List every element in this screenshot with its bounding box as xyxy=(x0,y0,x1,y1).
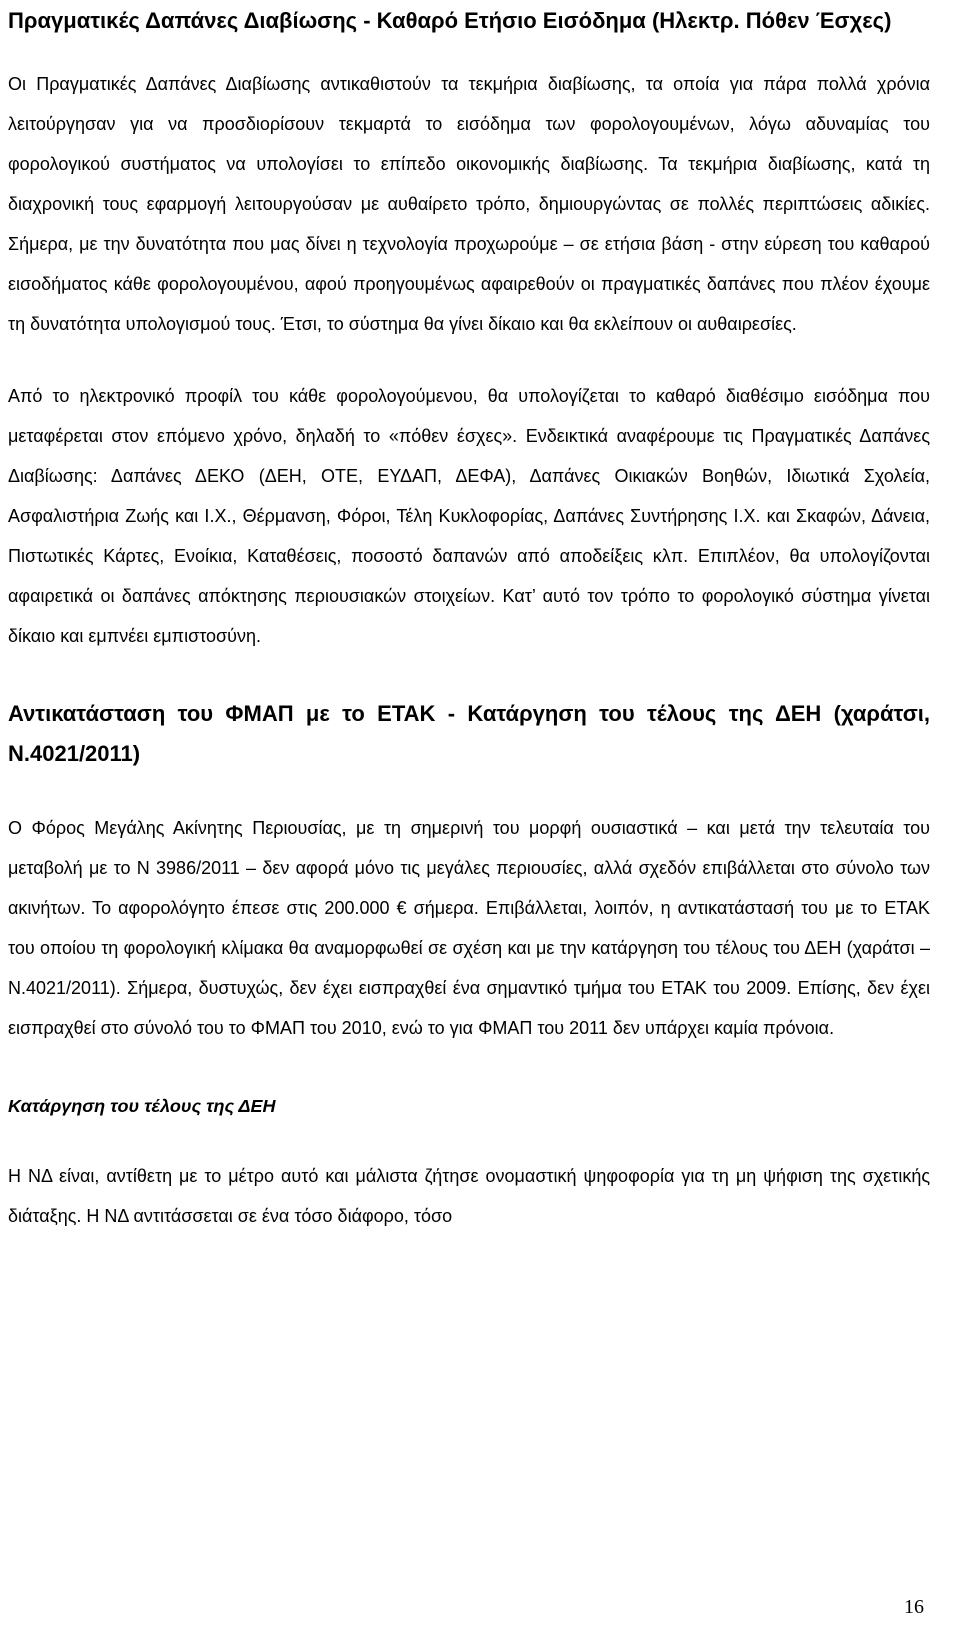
paragraph-property-tax: Ο Φόρος Μεγάλης Ακίνητης Περιουσίας, με τη σημερινή του μορφή ουσιαστικά – και μετά την τελευταία του μεταβολή με το Ν 3986/2011 – δεν αφορά μόνο τις μεγάλες περιουσίες, αλλά σχεδόν επιβάλλεται στο σύνολο των ακινήτων. Το αφορολόγητο έπεσε στις 200.000 € σήμερα. Επιβάλλεται, λοιπόν, η αντικατάστασή του με το ΕΤΑΚ του οποίου τη φορολογική κλίμακα θα αναμορφωθεί σε σχέση και με την κατάργηση του τέλους του ΔΕΗ (χαράτσι – Ν.4021/2011). Σήμερα, δυστυχώς, δεν έχει εισπραχθεί ένα σημαντικό τμήμα του ΕΤΑΚ του 2009. Επίσης, δεν έχει εισπραχθεί στο σύνολό του το ΦΜΑΠ του 2010, ενώ το για ΦΜΑΠ του 2011 δεν υπάρχει καμία πρόνοια. xyxy=(8,818,930,1038)
document-page xyxy=(8,0,930,1236)
paragraph-electronic-profile: Από το ηλεκτρονικό προφίλ του κάθε φορολογούμενου, θα υπολογίζεται το καθαρό διαθέσιμο εισόδημα που μεταφέρεται στον επόμενο χρόνο, δηλαδή το «πόθεν έσχες». Ενδεικτικά αναφέρουμε τις Πραγματικές Δαπάνες Διαβίωσης: Δαπάνες ΔΕΚΟ (ΔΕΗ, ΟΤΕ, ΕΥΔΑΠ, ΔΕΦΑ), Δαπάνες Οικιακών Βοηθών, Ιδιωτικά Σχολεία, Ασφαλιστήρια Ζωής και Ι.Χ., Θέρμανση, Φόροι, Τέλη Κυκλοφορίας, Δαπάνες Συντήρησης Ι.Χ. και Σκαφών, Δάνεια, Πιστωτικές Κάρτες, Ενοίκια, Καταθέσεις, ποσοστό δαπανών από αποδείξεις κλπ. Επιπλέον, θα υπολογίζονται αφαιρετικά οι δαπάνες απόκτησης περιουσιακών στοιχείων. Κατ’ αυτό τον τρόπο το φορολογικό σύστημα γίνεται δίκαιο και εμπνέει εμπιστοσύνη. xyxy=(8,386,930,646)
document-title: Πραγματικές Δαπάνες Διαβίωσης - Καθαρό Ετήσιο Εισόδημα (Ηλεκτρ. Πόθεν Έσχες) xyxy=(8,8,892,33)
subsection-heading: Κατάργηση του τέλους της ΔΕΗ xyxy=(8,1096,276,1116)
page-number: 16 xyxy=(904,1596,924,1618)
paragraph-nd-position: Η ΝΔ είναι, αντίθετη με το μέτρο αυτό και μάλιστα ζήτησε ονομαστική ψηφοφορία για τη μη ψήφιση της σχετικής διάταξης. Η ΝΔ αντιτάσσεται σε ένα τόσο διάφορο, τόσο xyxy=(8,1166,930,1226)
paragraph-living-expenses: Οι Πραγματικές Δαπάνες Διαβίωσης αντικαθιστούν τα τεκμήρια διαβίωσης, τα οποία για πάρα πολλά χρόνια λειτούργησαν για να προσδιορίσουν τεκμαρτά το εισόδημα των φορολογουμένων, λόγω αδυναμίας του φορολογικού συστήματος να υπολογίσει το επίπεδο οικονομικής διαβίωσης. Τα τεκμήρια διαβίωσης, κατά τη διαχρονική τους εφαρμογή λειτουργούσαν με αυθαίρετο τρόπο, δημιουργώντας σε πολλές περιπτώσεις αδικίες. Σήμερα, με την δυνατότητα που μας δίνει η τεχνολογία προχωρούμε – σε ετήσια βάση - στην εύρεση του καθαρού εισοδήματος κάθε φορολογουμένου, αφού προηγουμένως αφαιρεθούν οι πραγματικές δαπάνες που πλέον έχουμε τη δυνατότητα υπολογισμού τους. Έτσι, το σύστημα θα γίνει δίκαιο και θα εκλείπουν οι αυθαιρεσίες. xyxy=(8,74,930,334)
section-heading: Αντικατάσταση του ΦΜΑΠ με το ΕΤΑΚ - Κατάργηση του τέλους της ΔΕΗ (χαράτσι, Ν.4021/2011) xyxy=(8,701,930,766)
